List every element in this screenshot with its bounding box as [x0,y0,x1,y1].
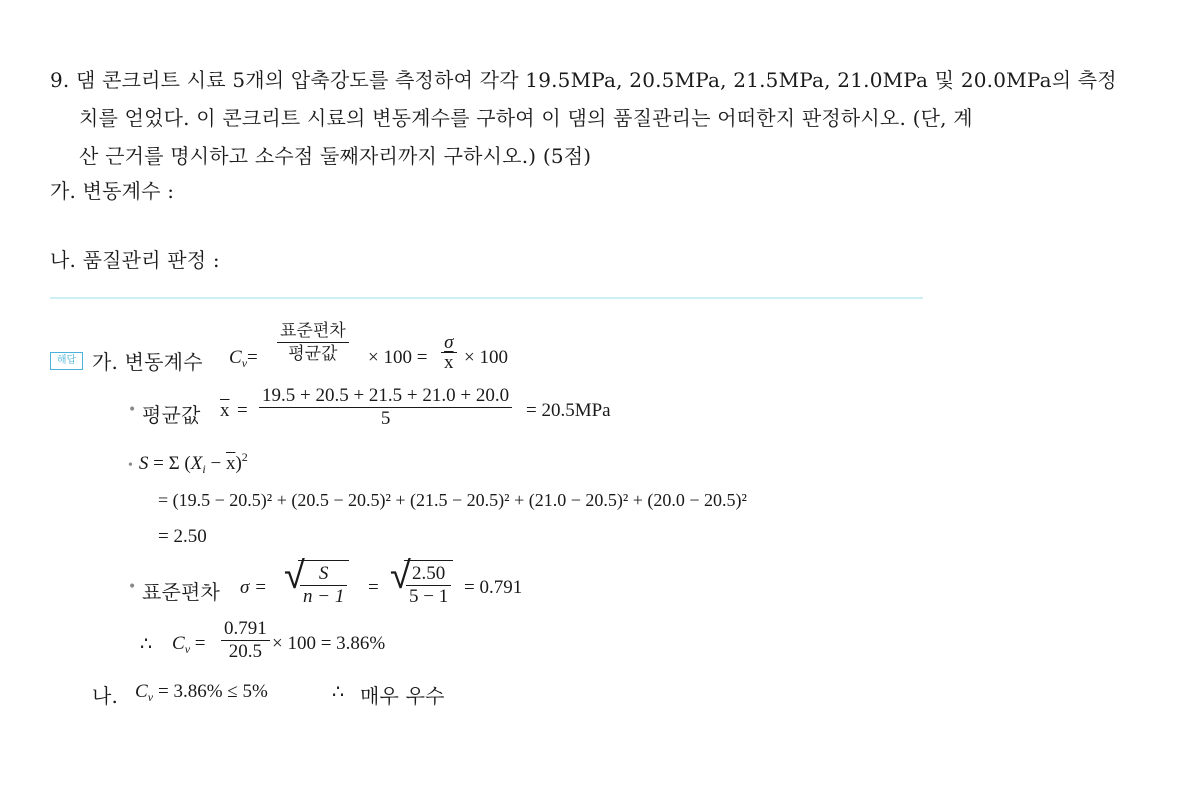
sqrt-s-over-n-minus-1 [284,553,349,608]
judge-result: 매우 우수 [360,684,445,708]
answer-badge: 해답 [50,352,83,370]
judge-cv: $C_v$ [135,681,154,704]
s-xbar: $\overline{x}$ [225,453,236,474]
cv-denominator: 평균값 [288,344,338,363]
cv-symbol: $C_v=$ [229,347,258,370]
mean-denominator: 5 [380,408,391,429]
sqrt-icon: √ [390,553,411,597]
question-line-1: 9. 댐 콘크리트 시료 5개의 압축강도를 측정하여 각각 19.5MPa, 20.5MPa, 21.5MPa, 21.0MPa 및 20.0MPa의 측정 [50,68,1117,92]
cv-label: 가. 변동계수 [92,350,203,374]
cv-calc-numerator: 0.791 [221,618,270,641]
sqrt2-denominator: 5 − 1 [409,586,449,607]
s-close-paren: ) [235,453,242,474]
s-result: = 2.50 [158,526,207,547]
judge-expression: = 3.86% ≤ 5% [158,681,268,702]
sqrt-values [390,553,453,608]
s-expansion: = (19.5 − 20.5)² + (20.5 − 20.5)² + (21.5 − 20.5)² + (21.0 − 20.5)² + (20.0 − 20.5)² [158,490,747,510]
judge-label: 나. [92,684,119,708]
cv-symbol-2: $C_v$ = [172,633,206,656]
cv-numerator: 표준편차 [277,320,349,343]
cv-xbar: x [444,352,454,373]
s-definition: • S = Σ $(X_i - \overline{x})^2$ [128,450,248,476]
cv-sigma-fraction [441,334,457,373]
mean-result: = 20.5MPa [526,400,611,421]
part-a-prompt: 가. 변동계수 : [50,179,175,203]
std-dev-label: 표준편차 [142,580,221,604]
mean-numerator: 19.5 + 20.5 + 21.5 + 21.0 + 20.0 [259,385,512,408]
cv-calc-denominator: 20.5 [228,641,262,662]
therefore-icon: ∴ [140,634,153,655]
std-dev-equals: = [368,577,379,598]
bullet-dot-icon: • [128,458,133,473]
answer-divider [50,297,923,299]
std-dev-sigma: σ = [240,577,267,598]
cv-calc-fraction [221,618,270,663]
cv-sigma: σ [441,334,457,353]
mean-fraction [259,385,512,430]
cv-calc-result: × 100 = 3.86% [272,633,386,654]
question-line-2: 치를 얻었다. 이 콘크리트 시료의 변동계수를 구하여 이 댐의 품질관리는 어떠한지 판정하시오. (단, 계 [79,106,973,130]
sqrt1-numerator: S [300,563,347,586]
sqrt1-denominator: n − 1 [303,586,345,607]
cv-ratio-fraction [277,320,349,365]
bullet-dot-icon: • [128,402,137,418]
cv-times-100: × 100 [464,347,508,368]
bullet-dot-icon: • [128,579,137,595]
sqrt2-numerator: 2.50 [406,563,451,586]
s-square: 2 [241,450,248,464]
judge-therefore-icon: ∴ [332,682,345,703]
mean-xbar: $\overline{x}$ [220,400,230,421]
part-b-prompt: 나. 품질관리 판정 : [50,248,220,272]
s-subscript-i: i [202,462,206,476]
sqrt-icon: √ [284,553,305,597]
question-line-3: 산 근거를 명시하고 소수점 둘째자리까지 구하시오.) (5점) [79,144,592,168]
std-dev-result: = 0.791 [464,577,523,598]
mean-equals: = [237,400,248,421]
cv-multiply: × 100 = [368,347,428,368]
mean-label: 평균값 [142,403,201,427]
